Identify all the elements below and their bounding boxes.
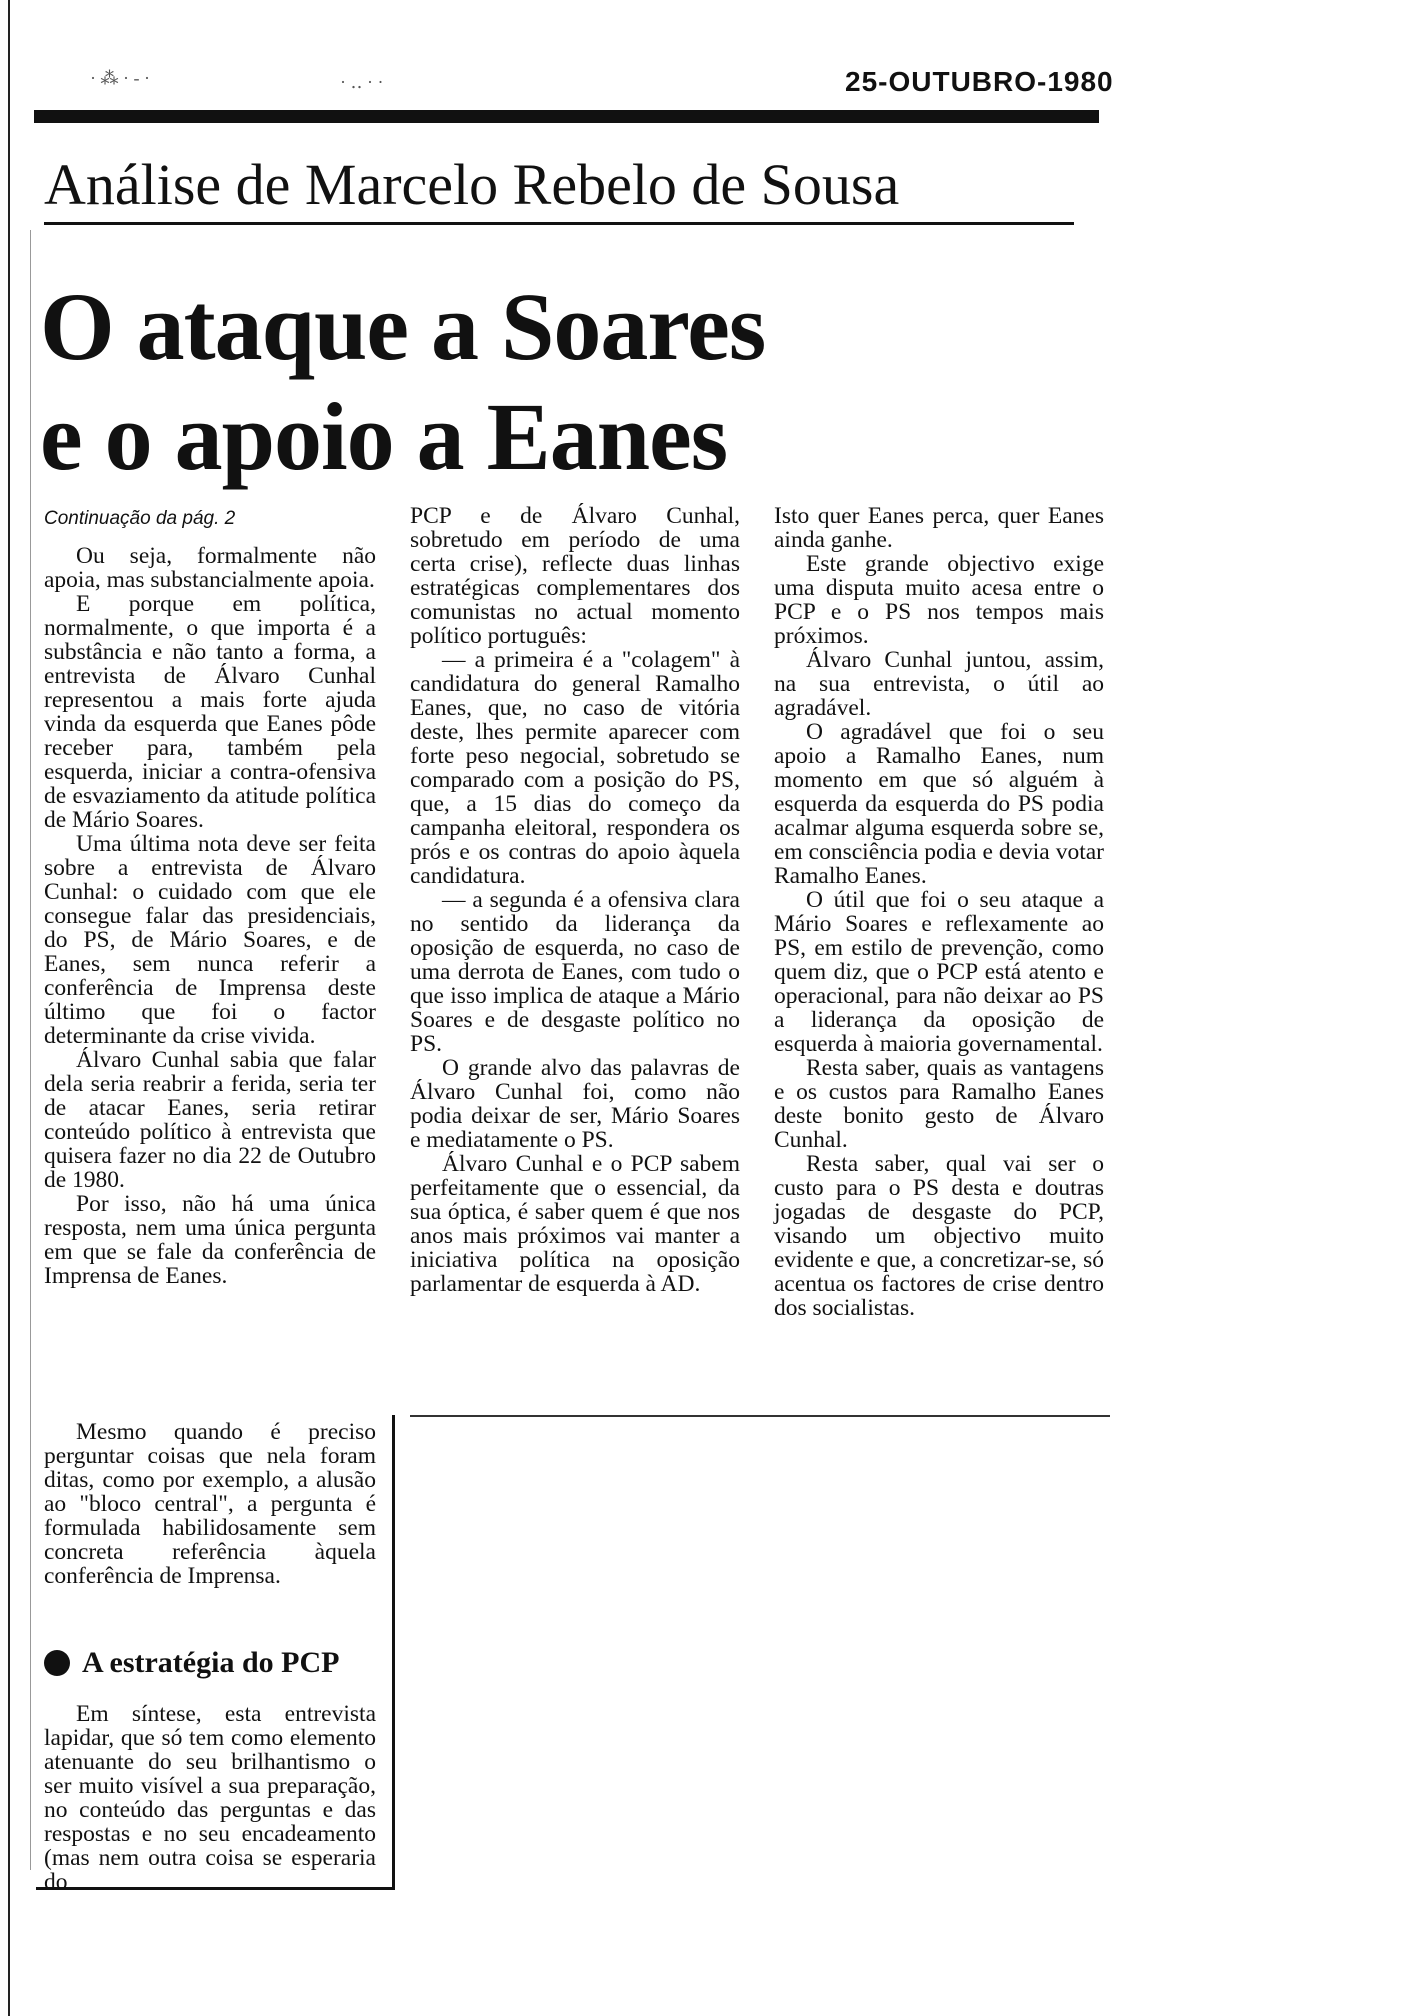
column-1 <box>44 544 376 1288</box>
header-bar <box>34 110 1099 123</box>
headline-line-2: e o apoio a Eanes <box>40 383 728 490</box>
column-1-box-text <box>44 1420 376 1588</box>
section-subhead <box>44 1646 384 1680</box>
paragraph: Resta saber, quais as vantagens e os custos para Ramalho Eanes deste bonito gesto de Álvaro Cunhal. <box>774 1055 1104 1153</box>
paragraph: — a primeira é a "colagem" à candidatura do general Ramalho Eanes, que, no caso de vitória deste, lhes permite aparecer com forte peso negocial, sobretudo se comparado com a posição do PS, que, a 15 dias do começo da campanha eleitoral, respondera os prós e os contras do apoio àquela candidatura. <box>410 647 740 889</box>
subhead-text: A estratégia do PCP <box>82 1646 340 1679</box>
column-end-rule <box>410 1415 1110 1417</box>
paragraph: Álvaro Cunhal e o PCP sabem perfeitamente que o essencial, da sua óptica, é saber quem é que nos anos mais próximos vai manter a iniciativa política na oposição parlamentar de esquerda à AD. <box>410 1151 740 1297</box>
column-margin-rule <box>30 230 31 1870</box>
date-line: 25-OUTUBRO-1980 <box>845 66 1114 97</box>
continuation-note: Continuação da pág. 2 <box>44 508 236 529</box>
paragraph: Mesmo quando é preciso perguntar coisas que nela foram ditas, como por exemplo, a alusão ao "bloco central", a pergunta é formulada habilidosamente sem concreta referência àquela conferência de Imprensa. <box>44 1419 376 1589</box>
paragraph: Em síntese, esta entrevista lapidar, que só tem como elemento atenuante do seu brilhantismo o ser muito visível a sua preparação, no conteúdo das perguntas e das respostas e no seu encadeamento (mas nem outra coisa se esperaria do <box>44 1701 376 1895</box>
paragraph: Este grande objectivo exige uma disputa muito acesa entre o PCP e o PS nos tempos mais próximos. <box>774 551 1104 649</box>
kicker-underline <box>44 222 1074 225</box>
headline <box>40 272 940 492</box>
column-3 <box>774 504 1104 1320</box>
column-2 <box>410 504 740 1296</box>
column-1-continued <box>44 1702 376 1894</box>
print-speckle: · ‥ · · <box>340 72 384 92</box>
page-edge-rule <box>8 0 10 2016</box>
paragraph: PCP e de Álvaro Cunhal, sobretudo em período de uma certa crise), reflecte duas linhas estratégicas complementares dos comunistas no actual momento político português: <box>410 503 740 649</box>
paragraph: Álvaro Cunhal juntou, assim, na sua entrevista, o útil ao agradável. <box>774 647 1104 721</box>
paragraph: O útil que foi o seu ataque a Mário Soares e reflexamente ao PS, em estilo de prevenção, como quem diz, que o PCP está atento e operacional, para não deixar ao PS a liderança da oposição de esquerda à maioria governamental. <box>774 887 1104 1057</box>
paragraph: O agradável que foi o seu apoio a Ramalho Eanes, num momento em que só alguém à esquerda da esquerda do PS podia acalmar alguma esquerda sobre se, em consciência podia e devia votar Ramalho Eanes. <box>774 719 1104 889</box>
paragraph: Por isso, não há uma única resposta, nem uma única pergunta em que se fale da conferência de Imprensa de Eanes. <box>44 1191 376 1289</box>
paragraph: Uma última nota deve ser feita sobre a entrevista de Álvaro Cunhal: o cuidado com que ele consegue falar das presidenciais, do PS, de Mário Soares, e de Eanes, sem nunca referir a conferência de Imprensa deste último que foi o factor determinante da crise vivida. <box>44 831 376 1049</box>
paragraph: Resta saber, qual vai ser o custo para o PS desta e doutras jogadas de desgaste do PCP, visando um objectivo muito evidente e que, a concretizar-se, só acentua os factores de crise dentro dos socialistas. <box>774 1151 1104 1321</box>
paragraph: Álvaro Cunhal sabia que falar dela seria reabrir a ferida, seria ter de atacar Eanes, seria retirar conteúdo político à entrevista que quisera fazer no dia 22 de Outubro de 1980. <box>44 1047 376 1193</box>
section-kicker: Análise de Marcelo Rebelo de Sousa <box>44 152 900 217</box>
paragraph: Isto quer Eanes perca, quer Eanes ainda ganhe. <box>774 503 1104 553</box>
print-speckle: · ⁂ · ‐ · <box>90 68 150 88</box>
headline-line-1: O ataque a Soares <box>40 273 766 380</box>
paragraph: — a segunda é a ofensiva clara no sentido da liderança da oposição de esquerda, no caso de uma derrota de Eanes, com tudo o que isso implica de ataque a Mário Soares e de desgaste político no PS. <box>410 887 740 1057</box>
paragraph: Ou seja, formalmente não apoia, mas substancialmente apoia. <box>44 543 376 593</box>
paragraph: E porque em política, normalmente, o que importa é a substância e não tanto a forma, a entrevista de Álvaro Cunhal representou a mais forte ajuda vinda da esquerda que Eanes pôde receber para, também pela esquerda, iniciar a contra-ofensiva de esvaziamento da atitude política de Mário Soares. <box>44 591 376 833</box>
paragraph: O grande alvo das palavras de Álvaro Cunhal foi, como não podia deixar de ser, Mário Soares e mediatamente o PS. <box>410 1055 740 1153</box>
bullet-icon <box>44 1650 70 1676</box>
